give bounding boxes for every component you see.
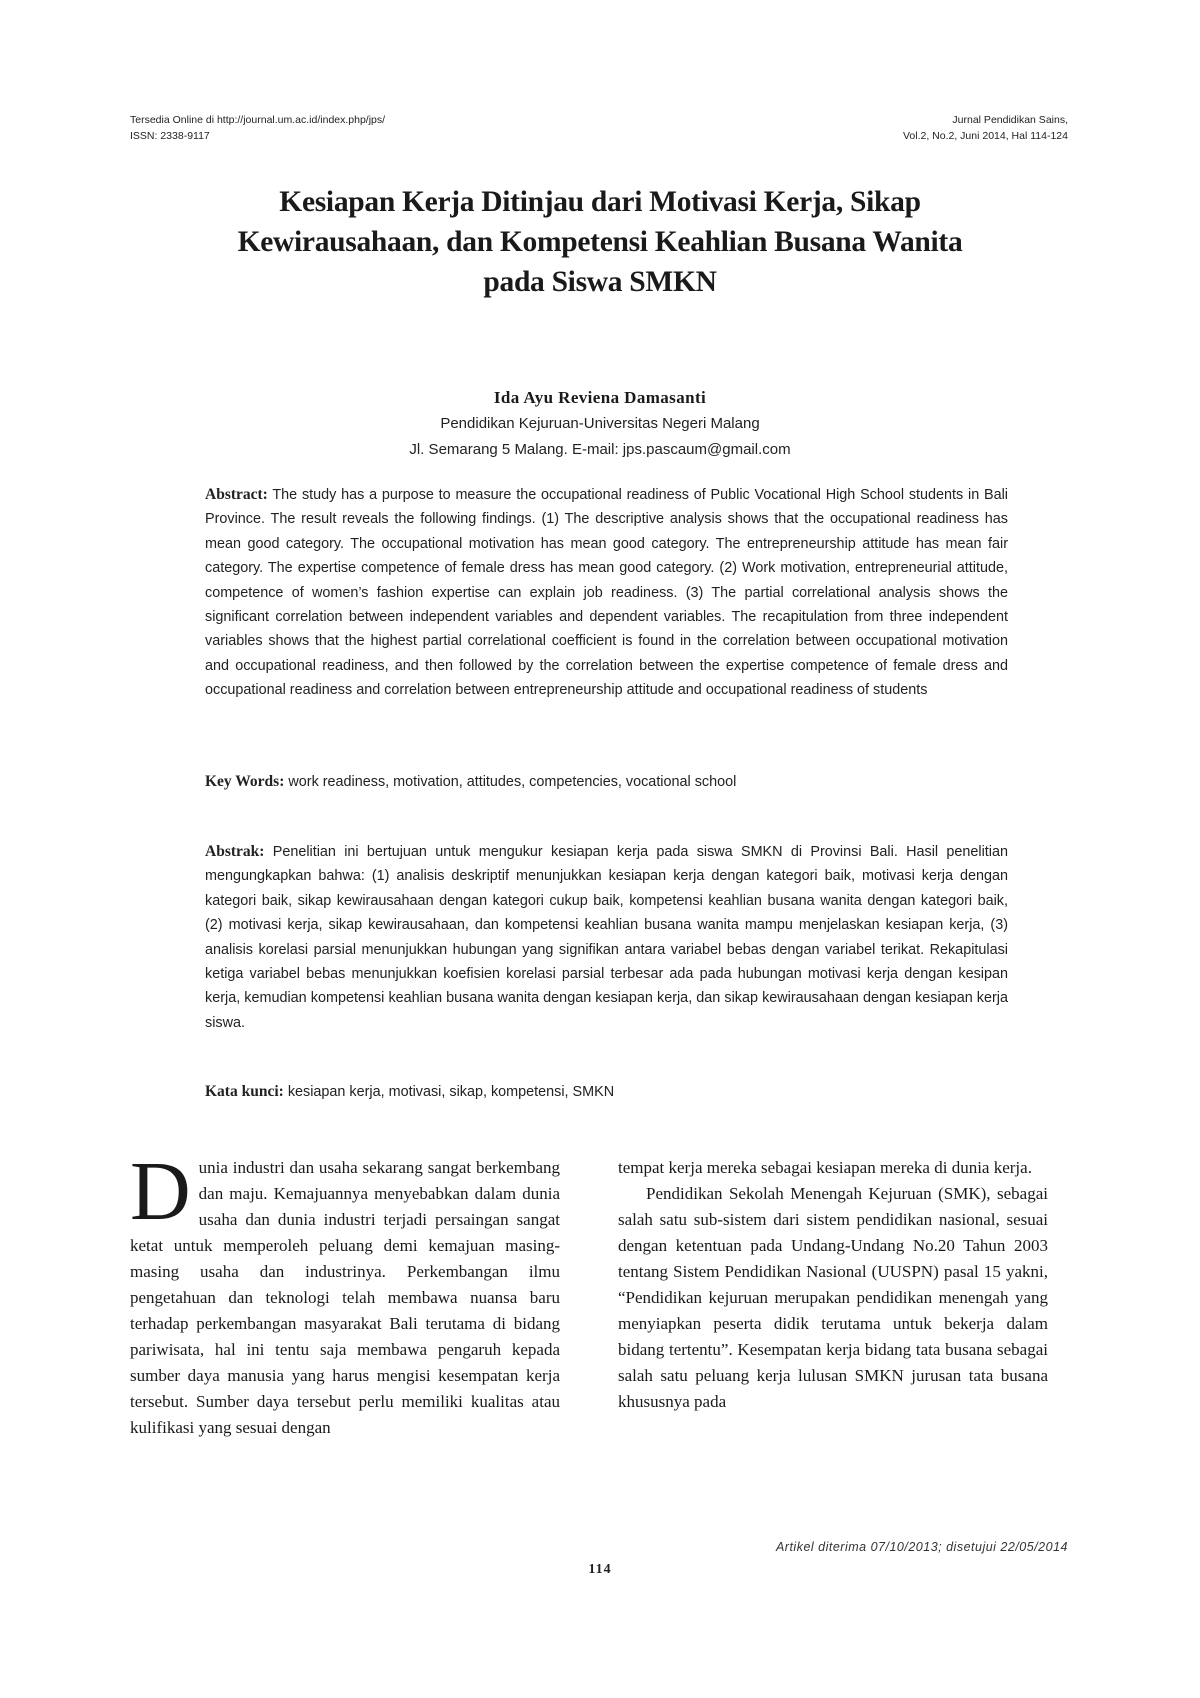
keywords-indonesian [205,1080,1008,1104]
journal-info-right [903,112,1068,144]
abstract-indonesian [205,840,1008,1035]
kata-kunci-label: Kata kunci: [205,1083,284,1100]
received-date: Artikel diterima 07/10/2013; disetujui 22/05/2014 [775,1540,1068,1554]
abstract-label: Abstract: [205,486,268,503]
intro-paragraph-text: unia industri dan usaha sekarang sangat berkembang dan maju. Kemajuannya menyebabkan dalam dunia usaha dan dunia industri terjadi persaingan sangat ketat untuk memperoleh peluang demi kemajuan masing-masing usaha dan industrinya. Perkembangan ilmu pengetahuan dan teknologi telah membawa nuansa baru terhadap perkembangan masyarakat Bali terutama di bidang pariwisata, hal ini tentu saja membawa pengaruh kepada sumber daya manusia yang harus mengisi kesempatan kerja tersebut. Sumber daya tersebut perlu memiliki kualitas atau kulifikasi yang sesuai dengan [130,1158,560,1437]
keywords-label: Key Words: [205,773,285,790]
title-line-1: Kesiapan Kerja Ditinjau dari Motivasi Kerja, Sikap [279,186,921,218]
article-title [130,182,1070,302]
journal-info-left [130,112,385,144]
drop-cap: D [130,1145,191,1238]
author-name: Ida Ayu Reviena Damasanti [493,388,707,407]
author-address: Jl. Semarang 5 Malang. E-mail: jps.pascaum@gmail.com [409,441,791,458]
volume-info: Vol.2, No.2, Juni 2014, Hal 114-124 [902,130,1068,142]
keywords-english [205,770,1008,794]
availability-line: Tersedia Online di http://journal.um.ac.id/index.php/jps/ [130,114,386,126]
author-affiliation: Pendidikan Kejuruan-Universitas Negeri Malang [440,415,760,432]
author-block [130,385,1070,463]
intro-paragraph [130,1145,560,1441]
keywords-text: work readiness, motivation, attitudes, competencies, vocational school [288,774,737,790]
journal-name: Jurnal Pendidikan Sains, [952,114,1068,126]
continued-paragraph: tempat kerja mereka sebagai kesiapan mereka di dunia kerja. [618,1158,1032,1177]
issn-line: ISSN: 2338-9117 [130,130,210,142]
body-column-left [130,1145,560,1441]
title-line-2: Kewirausahaan, dan Kompetensi Keahlian Busana Wanita [237,226,963,258]
title-line-3: pada Siswa SMKN [483,266,717,298]
kata-kunci-text: kesiapan kerja, motivasi, sikap, kompetensi, SMKN [287,1084,615,1100]
abstrak-text: Penelitian ini bertujuan untuk mengukur kesiapan kerja pada siswa SMKN di Provinsi Bali. Hasil penelitian mengungkapkan bahwa: (1) analisis deskriptif menunjukkan kesiapan kerja dengan kategori baik, motivasi kerja dengan kategori baik, sikap kewirausahaan dengan kategori cukup baik, kompetensi keahlian busana wanita dengan kategori baik, (2) motivasi kerja, sikap kewirausahaan, dan kompetensi keahlian busana wanita mampu menjelaskan kesiapan kerja, (3) analisis korelasi parsial menunjukkan hubungan yang signifikan antara variabel bebas dengan variabel terikat. Rekapitulasi ketiga variabel bebas menunjukkan koefisien korelasi parsial terbesar ada pada hubungan motivasi kerja dengan kesipan kerja, kemudian kompetensi keahlian busana wanita dengan kesiapan kerja, dan sikap kewirausahaan dengan kesiapan kerja siswa. [205,844,1008,1031]
smk-paragraph: Pendidikan Sekolah Menengah Kejuruan (SMK), sebagai salah satu sub-sistem dari sistem pendidikan nasional, sesuai dengan ketentuan pada Undang-Undang No.20 Tahun 2003 tentang Sistem Pendidikan Nasional (UUSPN) pasal 15 yakni, “Pendidikan kejuruan merupakan pendidikan menengah yang menyiapkan peserta didik terutama untuk bekerja dalam bidang tertentu”. Kesempatan kerja bidang tata busana sebagai salah satu peluang kerja lulusan SMKN jurusan tata busana khususnya pada [618,1184,1048,1411]
abstract-text: The study has a purpose to measure the occupational readiness of Public Vocational High School students in Bali Province. The result reveals the following findings. (1) The descriptive analysis shows that the occupational readiness has mean good category. The occupational motivation has mean good category. The entrepreneurship attitude has mean fair category. The expertise competence of female dress has mean good category. (2) Work motivation, entrepreneurial attitude, competence of women’s fashion expertise can explain job readiness. (3) The partial correlational analysis shows the significant correlation between independent variables and dependent variables. The recapitulation from three independent variables shows that the highest partial correlational coefficient is found in the correlation between occupational motivation and occupational readiness, and then followed by the correlation between the expertise competence of female dress and occupational readiness and correlation between entrepreneurship attitude and occupational readiness of students [205,487,1008,699]
abstract-english [205,483,1008,703]
page-number: 114 [588,1562,612,1577]
body-column-right [618,1155,1048,1415]
abstrak-label: Abstrak: [205,843,265,860]
